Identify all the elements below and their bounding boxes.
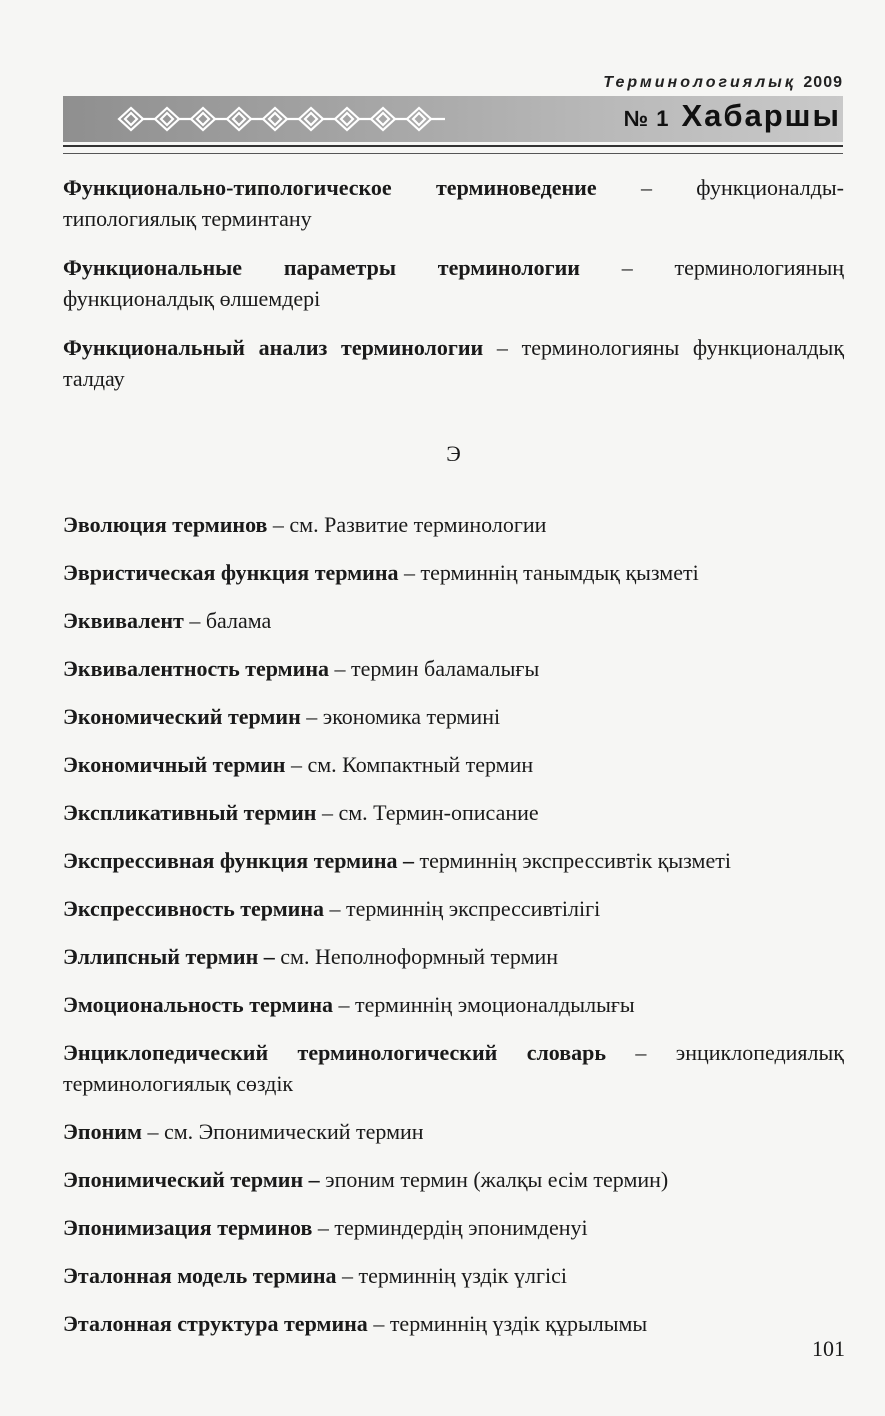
- entry-term: Экспрессивность термина: [63, 896, 325, 921]
- entry-term: Экспрессивная функция термина –: [63, 848, 415, 873]
- journal-year: 2009: [803, 74, 843, 91]
- entry-term: Эволюция терминов: [63, 512, 268, 537]
- entry-term: Экономический термин: [63, 704, 301, 729]
- entry-separator: –: [329, 656, 352, 681]
- entry-definition: экономика термині: [322, 704, 501, 729]
- entry-separator: –: [300, 704, 323, 729]
- entry-separator: –: [596, 175, 697, 200]
- entry-term: Экономичный термин: [63, 752, 286, 777]
- glossary-entry: [63, 605, 844, 636]
- entry-separator: –: [333, 992, 356, 1017]
- glossary-entry: [63, 509, 844, 540]
- entry-separator: –: [606, 1040, 676, 1065]
- glossary-entry: [63, 172, 844, 234]
- glossary-entry: [63, 797, 844, 828]
- entry-definition: см. Неполноформный термин: [280, 944, 559, 969]
- entry-term: Энциклопедический терминологический словарь: [63, 1040, 606, 1065]
- title-banner: [63, 96, 843, 142]
- entry-term: Эквивалент: [63, 608, 184, 633]
- entry-term: Эллипсный термин –: [63, 944, 275, 969]
- header-rule-thin: [63, 153, 843, 154]
- entry-definition: см. Термин-описание: [338, 800, 539, 825]
- entry-separator: –: [579, 255, 675, 280]
- entry-separator: –: [398, 560, 421, 585]
- glossary-entry: [63, 653, 844, 684]
- glossary-entry: [63, 1212, 844, 1243]
- issue-number: № 1: [623, 106, 670, 131]
- entry-separator: –: [312, 1215, 335, 1240]
- entry-separator: –: [316, 800, 339, 825]
- entry-definition: см. Эпонимический термин: [163, 1119, 424, 1144]
- entry-separator: –: [141, 1119, 164, 1144]
- entry-definition: балама: [205, 608, 272, 633]
- entry-term: Эпонимизация терминов: [63, 1215, 313, 1240]
- entry-definition: терминнің үздік құрылымы: [389, 1311, 648, 1336]
- page-number: 101: [812, 1336, 845, 1361]
- glossary-entry: [63, 557, 844, 588]
- entry-term: Эмоциональность термина: [63, 992, 334, 1017]
- entry-term: Функционально-типологическое терминоведение: [63, 175, 597, 200]
- entry-definition: терминнің экспрессивтік қызметі: [419, 848, 731, 873]
- entry-term: Эталонная структура термина: [63, 1311, 368, 1336]
- entry-term: Экспликативный термин: [63, 800, 317, 825]
- entry-definition: терминологияны функционалдық талдау: [63, 335, 845, 391]
- entry-term: Функциональные параметры терминологии: [63, 255, 580, 280]
- entry-definition: эпоним термин (жалқы есім термин): [325, 1167, 669, 1192]
- entry-term: Эвристическая функция термина: [63, 560, 399, 585]
- glossary-entry: [63, 332, 844, 394]
- entry-term: Эпоним: [63, 1119, 142, 1144]
- glossary-entry: [63, 1260, 844, 1291]
- journal-name: Терминологиялық: [603, 74, 796, 91]
- entry-definition: энциклопедиялық терминологиялық сөздік: [63, 1040, 844, 1096]
- section-letter: Э: [446, 441, 461, 466]
- journal-title: [624, 98, 841, 134]
- entry-definition: терминнің эмоционалдылығы: [355, 992, 635, 1017]
- entry-definition: терминнің үздік үлгісі: [358, 1263, 567, 1288]
- glossary-body: [63, 172, 844, 1339]
- entry-separator: –: [483, 335, 522, 360]
- running-header: [603, 74, 843, 92]
- entry-separator: –: [336, 1263, 359, 1288]
- glossary-entry: [63, 989, 844, 1020]
- entry-definition: термин баламалығы: [351, 656, 540, 681]
- glossary-entry: [63, 941, 844, 972]
- entry-term: Эпонимический термин –: [63, 1167, 320, 1192]
- entry-definition: терминнің танымдық қызметі: [420, 560, 699, 585]
- entry-separator: –: [183, 608, 206, 633]
- entry-definition: терминдердің эпонимденуі: [334, 1215, 588, 1240]
- entry-separator: –: [367, 1311, 390, 1336]
- entry-definition: см. Развитие терминологии: [289, 512, 547, 537]
- entry-term: Функциональный анализ терминологии: [63, 335, 484, 360]
- header-rule: [63, 145, 843, 147]
- glossary-entry: [63, 749, 844, 780]
- entry-separator: –: [324, 896, 347, 921]
- glossary-entry: [63, 1164, 844, 1195]
- entry-term: Эталонная модель термина: [63, 1263, 337, 1288]
- entry-definition: функционалды-типологиялық терминтану: [63, 175, 844, 231]
- glossary-entry: [63, 701, 844, 732]
- journal-title-text: Хабаршы: [681, 98, 841, 133]
- entry-separator: –: [285, 752, 308, 777]
- glossary-entry: [63, 252, 844, 314]
- entry-separator: –: [267, 512, 290, 537]
- entry-definition: терминнің экспрессивтілігі: [346, 896, 601, 921]
- glossary-entry: [63, 845, 844, 876]
- glossary-entry: [63, 1116, 844, 1147]
- glossary-entry: [63, 893, 844, 924]
- entry-definition: см. Компактный термин: [307, 752, 534, 777]
- ornament-icon: [115, 102, 460, 136]
- glossary-entry: [63, 1037, 844, 1099]
- entry-term: Эквивалентность термина: [63, 656, 330, 681]
- entry-definition: терминологияның функционалдық өлшемдері: [63, 255, 844, 311]
- glossary-entry: [63, 1308, 844, 1339]
